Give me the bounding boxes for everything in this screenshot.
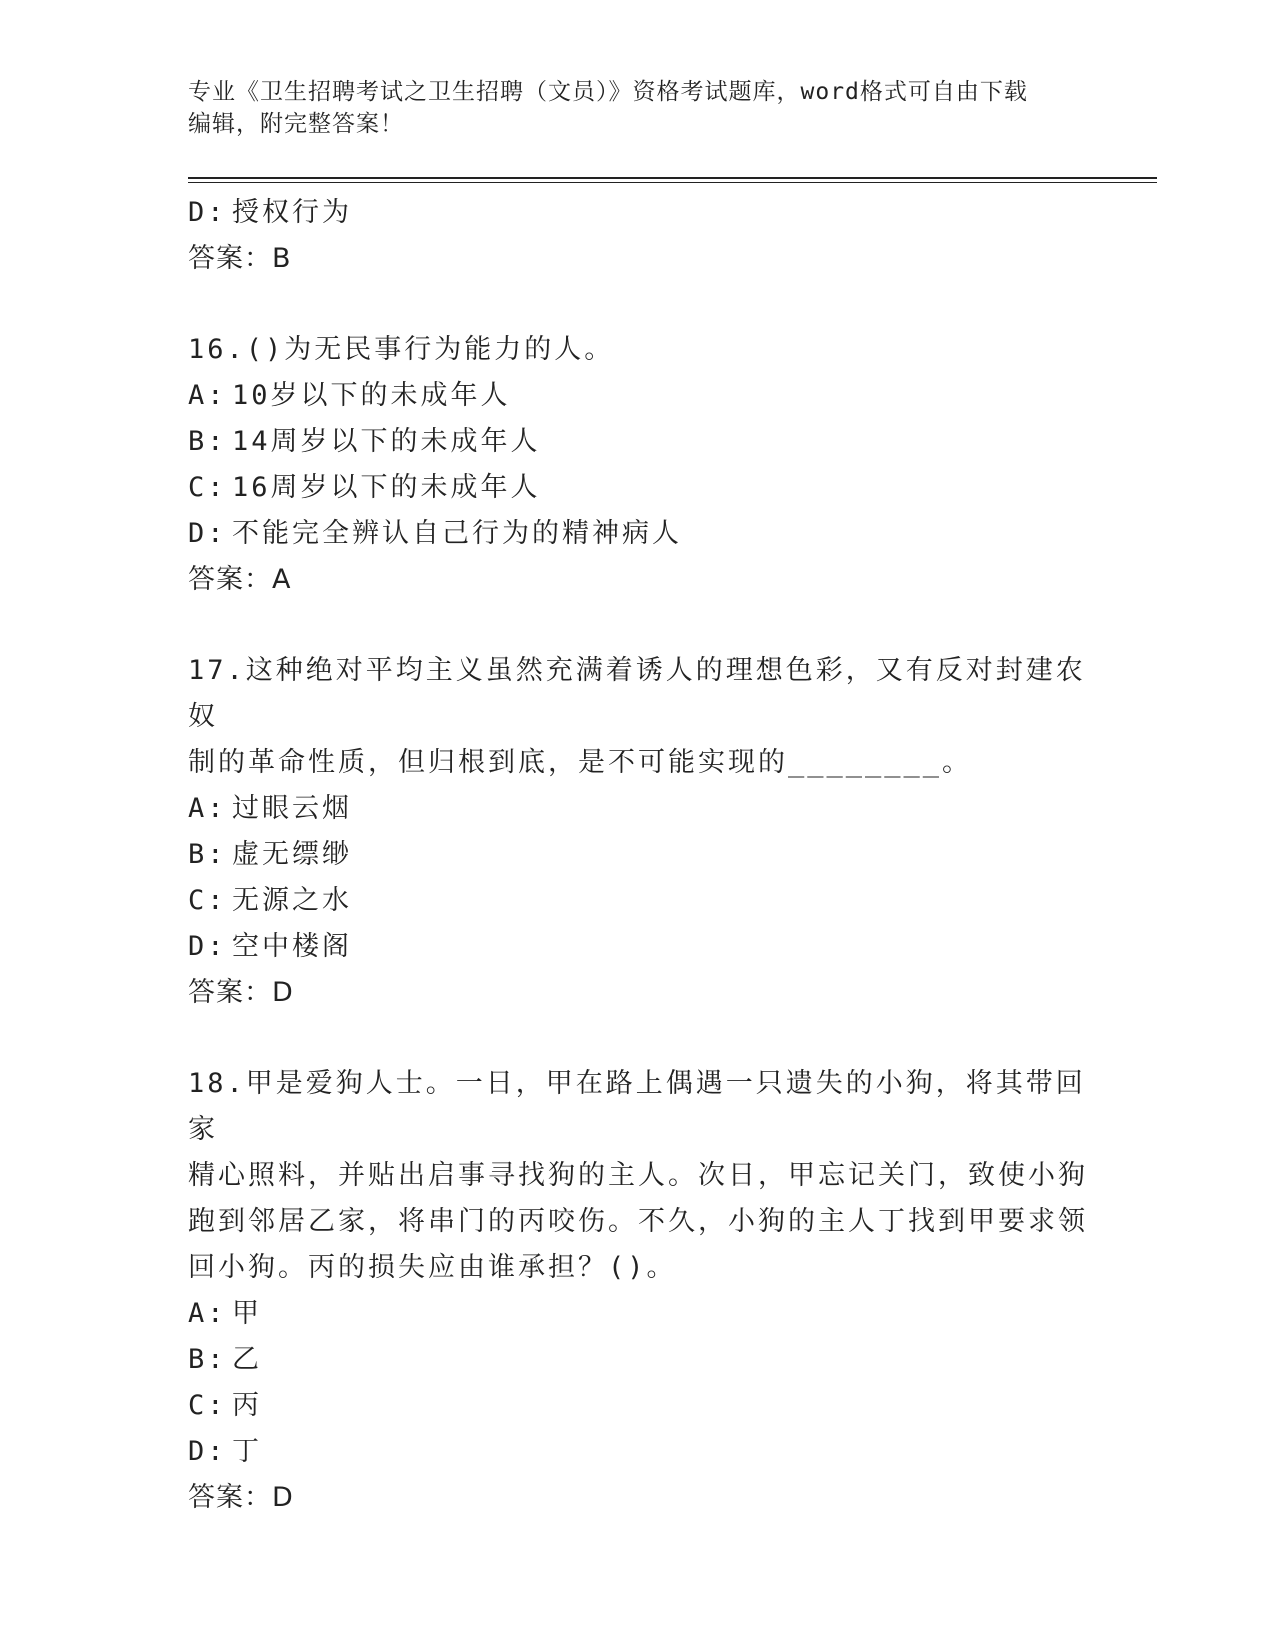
option-c — [188, 465, 1088, 511]
option-d — [188, 1429, 1088, 1475]
option-text: 丁 — [232, 1436, 262, 1467]
option-text: 丙 — [232, 1390, 262, 1421]
question-stem-line-1: 17.这种绝对平均主义虽然充满着诱人的理想色彩，又有反对封建农奴 — [188, 655, 1086, 732]
question-15-tail — [188, 190, 1088, 282]
option-prefix: A: — [188, 1298, 227, 1329]
question-gap — [188, 603, 1088, 648]
option-b — [188, 419, 1088, 465]
option-text: 14周岁以下的未成年人 — [232, 426, 541, 457]
question-gap — [188, 1016, 1088, 1061]
header-divider-thin — [188, 182, 1157, 183]
option-c — [188, 878, 1088, 924]
option-a — [188, 373, 1088, 419]
option-text: 不能完全辨认自己行为的精神病人 — [232, 518, 682, 549]
option-d — [188, 511, 1088, 557]
option-text: 10岁以下的未成年人 — [232, 380, 511, 411]
option-d — [188, 190, 1088, 236]
header-line-1: 专业《卫生招聘考试之卫生招聘（文员）》资格考试题库，word格式可自由下载 — [188, 79, 1028, 105]
question-16 — [188, 327, 1088, 603]
answer-line: 答案：D — [188, 977, 294, 1008]
question-stem-line-2: 精心照料，并贴出启事寻找狗的主人。次日，甲忘记关门，致使小狗 — [188, 1160, 1088, 1191]
option-b — [188, 832, 1088, 878]
option-text: 授权行为 — [232, 197, 352, 228]
option-prefix: A: — [188, 380, 227, 411]
document-header — [188, 76, 1088, 140]
header-divider-thick — [188, 177, 1157, 179]
option-prefix: C: — [188, 472, 227, 503]
option-prefix: B: — [188, 839, 227, 870]
option-text: 空中楼阁 — [232, 931, 352, 962]
question-stem-line-3: 跑到邻居乙家，将串门的丙咬伤。不久，小狗的主人丁找到甲要求领 — [188, 1206, 1088, 1237]
option-prefix: A: — [188, 793, 227, 824]
option-text: 无源之水 — [232, 885, 352, 916]
question-stem-line-4: 回小狗。丙的损失应由谁承担？()。 — [188, 1252, 677, 1283]
option-prefix: D: — [188, 1436, 227, 1467]
option-text: 虚无缥缈 — [232, 839, 352, 870]
option-text: 过眼云烟 — [232, 793, 352, 824]
question-content — [188, 190, 1088, 1521]
header-line-2: 编辑，附完整答案！ — [188, 111, 404, 137]
option-prefix: D: — [188, 931, 227, 962]
option-a — [188, 1291, 1088, 1337]
option-prefix: B: — [188, 426, 227, 457]
answer-line: 答案：D — [188, 1482, 294, 1513]
option-text: 16周岁以下的未成年人 — [232, 472, 541, 503]
option-prefix: B: — [188, 1344, 227, 1375]
option-d — [188, 924, 1088, 970]
question-18 — [188, 1061, 1088, 1521]
option-a — [188, 786, 1088, 832]
question-gap — [188, 282, 1088, 327]
answer-line: 答案：B — [188, 243, 292, 274]
option-prefix: C: — [188, 885, 227, 916]
option-text: 乙 — [232, 1344, 262, 1375]
option-b — [188, 1337, 1088, 1383]
option-prefix: C: — [188, 1390, 227, 1421]
option-c — [188, 1383, 1088, 1429]
question-stem-line-1: 18.甲是爱狗人士。一日，甲在路上偶遇一只遗失的小狗，将其带回家 — [188, 1068, 1086, 1145]
question-17 — [188, 648, 1088, 1016]
question-stem: 16.()为无民事行为能力的人。 — [188, 334, 615, 365]
option-text: 甲 — [232, 1298, 262, 1329]
question-stem-line-2: 制的革命性质，但归根到底，是不可能实现的________。 — [188, 747, 973, 778]
answer-line: 答案：A — [188, 564, 292, 595]
option-prefix: D: — [188, 518, 227, 549]
option-prefix: D: — [188, 197, 227, 228]
